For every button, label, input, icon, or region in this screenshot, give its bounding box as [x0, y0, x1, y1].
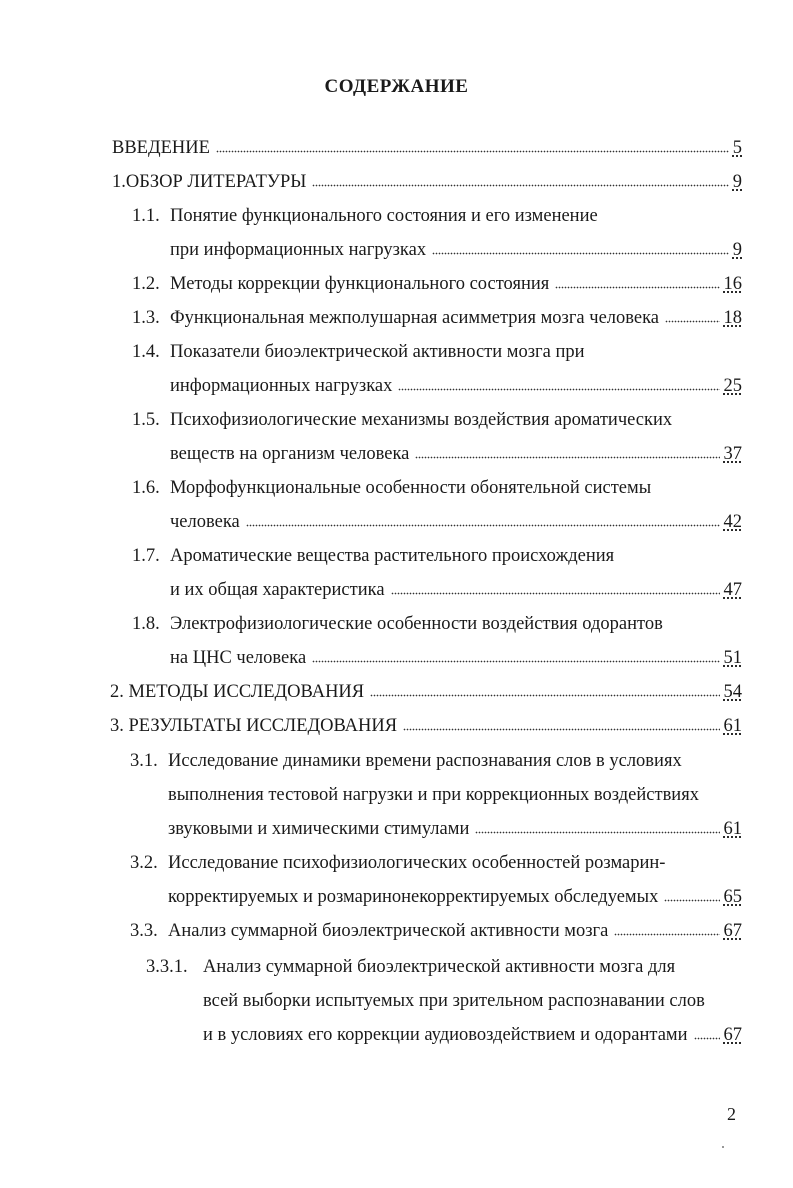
toc-entry-page: 61: [723, 716, 742, 736]
toc-entry-page: 61: [723, 819, 742, 839]
toc-entry-text: Функциональная межполушарная асимметрия мозга человека: [170, 308, 660, 328]
toc-entry-1-5-cont[interactable]: [170, 442, 742, 466]
toc-entry-text: на ЦНС человека: [170, 648, 307, 668]
toc-entry-page: 9: [732, 240, 742, 260]
toc-entry-1-4-cont[interactable]: [170, 374, 742, 398]
toc-leader-dots: [694, 1037, 720, 1041]
toc-entry-1-8-cont[interactable]: [170, 646, 742, 670]
toc-entry-text: Понятие функционального состояния и его изменение: [170, 206, 598, 226]
toc-entry-page: 67: [723, 1025, 742, 1045]
toc-entry-text: звуковыми и химическими стимулами: [168, 819, 470, 839]
toc-entry-number: 1.4.: [132, 342, 160, 362]
toc-entry-text: Психофизиологические механизмы воздействия ароматических: [170, 410, 673, 430]
toc-entry-1-1-cont[interactable]: [170, 238, 742, 262]
toc-leader-dots: [246, 524, 720, 528]
toc-entry-1-4[interactable]: [132, 340, 742, 364]
toc-entry-3-1-cont[interactable]: [168, 783, 742, 807]
toc-entry-methods[interactable]: [110, 680, 742, 704]
toc-entry-page: 18: [723, 308, 742, 328]
toc-entry-text: и в условиях его коррекции аудиовоздействием и одорантами: [203, 1025, 688, 1045]
toc-entry-number: 3.3.: [130, 921, 158, 941]
toc-leader-dots: [398, 388, 719, 392]
toc-entry-page: 42: [723, 512, 742, 532]
toc-entry-text: Исследование психофизиологических особенностей розмарин-: [168, 853, 666, 873]
toc-entry-page: 16: [723, 274, 742, 294]
toc-leader-dots: [312, 184, 728, 188]
toc-entry-number: 3.2.: [130, 853, 158, 873]
toc-entry-literature-review[interactable]: [112, 170, 742, 194]
toc-entry-page: 37: [723, 444, 742, 464]
toc-entry-text: Исследование динамики времени распознавания слов в условиях: [168, 751, 682, 771]
toc-entry-number: 1.3.: [132, 308, 160, 328]
toc-entry-text: информационных нагрузках: [170, 376, 393, 396]
toc-entry-text: Методы коррекции функционального состояния: [170, 274, 550, 294]
toc-entry-3-3-1-cont[interactable]: [203, 989, 742, 1013]
toc-entry-number: 1.6.: [132, 478, 160, 498]
toc-entry-text: человека: [170, 512, 240, 532]
scan-speck: [722, 1146, 724, 1148]
toc-entry-text: и их общая характеристика: [170, 580, 385, 600]
toc-entry-number: 1.1.: [132, 206, 160, 226]
toc-entry-page: 54: [723, 682, 742, 702]
toc-entry-3-3-1[interactable]: [146, 955, 742, 979]
toc-entry-text: Анализ суммарной биоэлектрической активности мозга для: [203, 957, 676, 977]
toc-entry-1-6-cont[interactable]: [170, 510, 742, 534]
page-title: СОДЕРЖАНИЕ: [324, 76, 469, 97]
toc-entry-text: Ароматические вещества растительного происхождения: [170, 546, 615, 566]
toc-entry-text: веществ на организм человека: [170, 444, 410, 464]
toc-entry-results[interactable]: [110, 714, 742, 738]
toc-entry-page: 9: [732, 172, 742, 192]
toc-leader-dots: [475, 831, 719, 835]
toc-entry-text: всей выборки испытуемых при зрительном распознавании слов: [203, 991, 705, 1011]
toc-leader-dots: [391, 592, 720, 596]
toc-entry-page: 25: [723, 376, 742, 396]
toc-entry-page: 5: [732, 138, 742, 158]
toc-entry-number: 1.7.: [132, 546, 160, 566]
toc-entry-text: корректируемых и розмаринонекорректируемых обследуемых: [168, 887, 659, 907]
toc-entry-text: 2. МЕТОДЫ ИССЛЕДОВАНИЯ: [110, 682, 365, 702]
toc-entry-1-6[interactable]: [132, 476, 742, 500]
toc-entry-3-3-1-cont2[interactable]: [203, 1023, 742, 1047]
toc-leader-dots: [614, 933, 719, 937]
toc-entry-text: выполнения тестовой нагрузки и при коррекционных воздействиях: [168, 785, 699, 805]
toc-entry-1-2[interactable]: [132, 272, 742, 296]
toc-entry-number: 1.5.: [132, 410, 160, 430]
toc-entry-text: 1.ОБЗОР ЛИТЕРАТУРЫ: [112, 172, 307, 192]
toc-leader-dots: [555, 286, 719, 290]
toc-entry-text: Морфофункциональные особенности обонятельной системы: [170, 478, 652, 498]
toc-entry-text: 3. РЕЗУЛЬТАТЫ ИССЛЕДОВАНИЯ: [110, 716, 398, 736]
toc-entry-text: ВВЕДЕНИЕ: [112, 138, 210, 158]
toc-entry-3-2[interactable]: [130, 851, 742, 875]
toc-entry-number: 3.1.: [130, 751, 158, 771]
toc-entry-1-7-cont[interactable]: [170, 578, 742, 602]
toc-entry-number: 1.2.: [132, 274, 160, 294]
toc-entry-text: Электрофизиологические особенности воздействия одорантов: [170, 614, 663, 634]
toc-entry-number: 3.3.1.: [146, 957, 188, 977]
toc-leader-dots: [370, 694, 719, 698]
toc-entry-1-3[interactable]: [132, 306, 742, 330]
toc-entry-1-7[interactable]: [132, 544, 742, 568]
toc-entry-text: Показатели биоэлектрической активности мозга при: [170, 342, 585, 362]
toc-leader-dots: [312, 660, 719, 664]
toc-entry-page: 65: [723, 887, 742, 907]
toc-leader-dots: [664, 899, 719, 903]
toc-entry-1-1[interactable]: [132, 204, 742, 228]
toc-entry-3-3[interactable]: [130, 919, 742, 943]
toc-entry-3-1[interactable]: [130, 749, 742, 773]
toc-entry-page: 47: [723, 580, 742, 600]
toc-entry-page: 67: [723, 921, 742, 941]
toc-leader-dots: [403, 728, 719, 732]
toc-leader-dots: [415, 456, 719, 460]
toc-entry-1-5[interactable]: [132, 408, 742, 432]
toc-entry-1-8[interactable]: [132, 612, 742, 636]
toc-leader-dots: [216, 150, 729, 154]
toc-entry-3-2-cont[interactable]: [168, 885, 742, 909]
toc-entry-3-1-cont2[interactable]: [168, 817, 742, 841]
page-number: 2: [727, 1104, 736, 1124]
toc-leader-dots: [432, 252, 729, 256]
toc-entry-number: 1.8.: [132, 614, 160, 634]
toc-entry-page: 51: [723, 648, 742, 668]
toc-entry-text: Анализ суммарной биоэлектрической активности мозга: [168, 921, 609, 941]
toc-entry-text: при информационных нагрузках: [170, 240, 427, 260]
toc-leader-dots: [665, 320, 719, 324]
toc-entry-intro[interactable]: [112, 136, 742, 160]
